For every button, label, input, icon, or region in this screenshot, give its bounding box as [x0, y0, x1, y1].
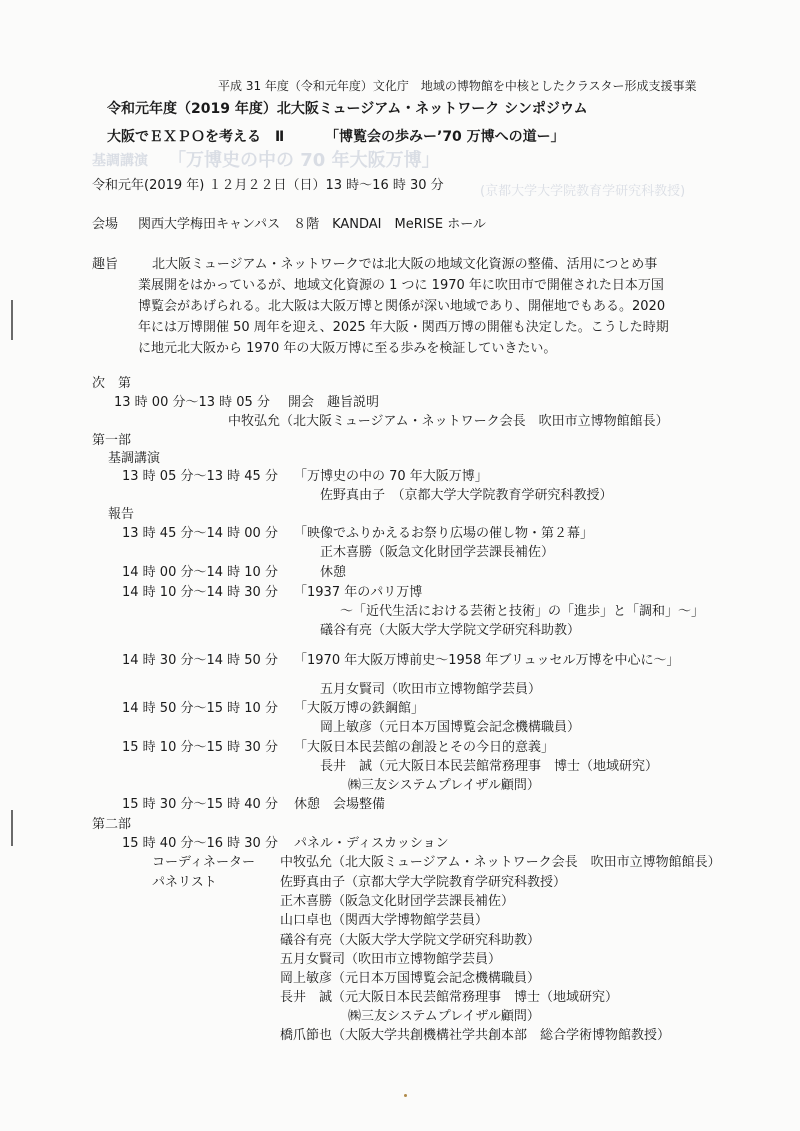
part2-label: 第二部 — [92, 817, 132, 832]
punch-mark-bottom — [11, 810, 13, 846]
part1-label: 第一部 — [92, 433, 132, 448]
panelist-1: 佐野真由子（京都大学大学院教育学研究科教授） — [280, 875, 567, 890]
panelist-8: 橋爪節也（大阪大学共創機構社学共創本部 総合学術博物館教授） — [280, 1028, 671, 1043]
keynote-title: 「万博史の中の 70 年大阪万博」 — [294, 469, 488, 484]
report2-title: 「1937 年のパリ万博 — [294, 585, 423, 600]
report4-time: 14 時 50 分～15 時 10 分 — [122, 701, 278, 716]
panelist-5: 五月女賢司（吹田市立博物館学芸員） — [280, 952, 502, 967]
report5-speaker: 長井 誠（元大阪日本民芸館常務理事 博士（地域研究） — [320, 759, 659, 774]
report3-speaker: 五月女賢司（吹田市立博物館学芸員） — [320, 682, 542, 697]
keynote-speaker: 佐野真由子 （京都大学大学院教育学研究科教授） — [320, 488, 613, 503]
panelist-6: 岡上敏彦（元日本万国博覧会記念機構職員） — [280, 971, 541, 986]
venue-label: 会場 — [92, 217, 119, 232]
symposium-title: 令和元年度（2019 年度）北大阪ミュージアム・ネットワーク シンポジウム — [107, 101, 588, 117]
theme-title: 「博覧会の歩みー’70 万博への道ー」 — [325, 129, 565, 145]
report3-title: 「1970 年大阪万博前史～1958 年ブリュッセル万博を中心に～」 — [294, 653, 680, 668]
paper-speck — [404, 1094, 407, 1097]
keynote-time: 13 時 05 分～13 時 45 分 — [122, 469, 278, 484]
purpose-label: 趣旨 — [92, 257, 119, 272]
venue: 関西大学梅田キャンパス ８階 KANDAI MeRISE ホール — [138, 217, 486, 232]
coordinator: 中牧弘允（北大阪ミュージアム・ネットワーク会長 吹田市立博物館館長） — [280, 855, 721, 870]
report5-title: 「大阪日本民芸館の創設とその今日的意義」 — [294, 740, 555, 755]
panelist-4: 礒谷有亮（大阪大学大学院文学研究科助教） — [280, 933, 541, 948]
break1-title: 休憩 — [320, 565, 347, 580]
break2-title: 休憩 会場整備 — [294, 797, 386, 812]
punch-mark-top — [11, 300, 13, 340]
panelist-2: 正木喜勝（阪急文化財団学芸課長補佐） — [280, 894, 515, 909]
bleed-through-sub: (京都大学大学院教育学研究科教授) — [480, 184, 686, 199]
report4-speaker: 岡上敏彦（元日本万国博覧会記念機構職員） — [320, 720, 581, 735]
keynote-label: 基調講演 — [108, 451, 161, 466]
panelist-7-affiliation: ㈱三友システムプレイザル顧問） — [348, 1009, 540, 1024]
opening-speaker: 中牧弘允（北大阪ミュージアム・ネットワーク会長 吹田市立博物館館長） — [228, 414, 669, 429]
report1-title: 「映像でふりかえるお祭り広場の催し物・第２幕」 — [294, 526, 594, 541]
panelist-3: 山口卓也（関西大学博物館学芸員） — [280, 913, 489, 928]
report-label: 報告 — [108, 507, 135, 522]
purpose-line-2: 業展開をはかっているが、地域文化資源の 1 つに 1970 年に吹田市で開催された日本万国 — [138, 278, 664, 293]
series-title: 大阪でＥＸＰＯを考える Ⅱ — [107, 129, 285, 145]
break1-time: 14 時 00 分～14 時 10 分 — [122, 565, 278, 580]
program-label: 次 第 — [92, 376, 132, 391]
opening-title: 開会 趣旨説明 — [288, 395, 380, 410]
report5-time: 15 時 10 分～15 時 30 分 — [122, 740, 278, 755]
purpose-line-1: 北大阪ミュージアム・ネットワークでは北大阪の地域文化資源の整備、活用につとめ事 — [152, 257, 658, 272]
report5-speaker-affiliation: ㈱三友システムプレイザル顧問） — [348, 778, 540, 793]
purpose-line-4: 年には万博開催 50 周年を迎え、2025 年大阪・関西万博の開催も決定した。こうした時期 — [138, 320, 669, 335]
panel-title: パネル・ディスカッション — [294, 836, 449, 851]
purpose-line-5: に地元北大阪から 1970 年の大阪万博に至る歩みを検証していきたい。 — [138, 341, 557, 356]
report1-time: 13 時 45 分～14 時 00 分 — [122, 526, 278, 541]
opening-time: 13 時 00 分～13 時 05 分 — [114, 395, 270, 410]
panelist-label: パネリスト — [152, 875, 217, 890]
report3-time: 14 時 30 分～14 時 50 分 — [122, 653, 278, 668]
purpose-line-3: 博覧会があげられる。北大阪は大阪万博と関係が深い地域であり、開催地でもある。2020 — [138, 299, 666, 314]
report2-subtitle: ～「近代生活における芸術と技術」の「進歩」と「調和」～」 — [340, 604, 705, 619]
panelist-7: 長井 誠（元大阪日本民芸館常務理事 博士（地域研究） — [280, 990, 619, 1005]
bleed-through-title: 「万博史の中の 70 年大阪万博」 — [168, 150, 440, 171]
event-date: 令和元年(2019 年) １２月２２日（日）13 時～16 時 30 分 — [92, 178, 444, 193]
report1-speaker: 正木喜勝（阪急文化財団学芸課長補佐） — [320, 545, 555, 560]
support-line: 平成 31 年度（令和元年度）文化庁 地域の博物館を中核としたクラスター形成支援事業 — [218, 79, 697, 93]
bleed-through-left: 基調講演 — [92, 153, 148, 169]
report2-time: 14 時 10 分～14 時 30 分 — [122, 585, 278, 600]
coordinator-label: コーディネーター — [152, 855, 255, 870]
break2-time: 15 時 30 分～15 時 40 分 — [122, 797, 278, 812]
report4-title: 「大阪万博の鉄鋼館」 — [294, 701, 425, 716]
panel-time: 15 時 40 分～16 時 30 分 — [122, 836, 278, 851]
report2-speaker: 礒谷有亮（大阪大学大学院文学研究科助教） — [320, 623, 581, 638]
